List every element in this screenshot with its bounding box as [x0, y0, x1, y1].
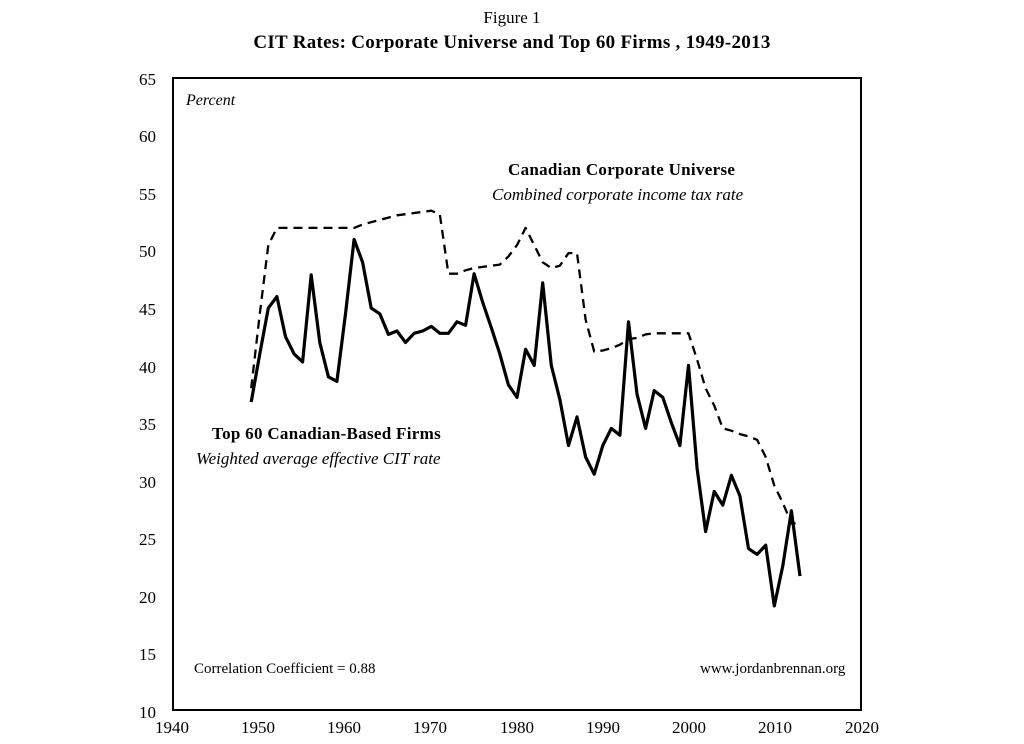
annotation-universe-subtitle: Combined corporate income tax rate — [492, 185, 744, 204]
y-tick-35: 35 — [139, 415, 156, 434]
figure-label: Figure 1 — [483, 8, 541, 27]
y-tick-50: 50 — [139, 242, 156, 261]
x-tick-1970: 1970 — [413, 718, 447, 737]
y-tick-65: 65 — [139, 70, 156, 89]
x-tick-1960: 1960 — [327, 718, 361, 737]
y-tick-40: 40 — [139, 358, 156, 377]
series-canadian-corporate-universe — [251, 211, 800, 524]
y-tick-25: 25 — [139, 530, 156, 549]
x-tick-2010: 2010 — [758, 718, 792, 737]
annotation-source-url: www.jordanbrennan.org — [700, 661, 846, 677]
annotation-correlation-coefficient: Correlation Coefficient = 0.88 — [194, 661, 376, 677]
x-tick-1950: 1950 — [241, 718, 275, 737]
y-tick-10: 10 — [139, 703, 156, 722]
y-tick-20: 20 — [139, 588, 156, 607]
y-tick-45: 45 — [139, 300, 156, 319]
annotation-universe-title: Canadian Corporate Universe — [508, 160, 736, 179]
annotation-top60-title: Top 60 Canadian-Based Firms — [212, 424, 441, 443]
x-tick-1990: 1990 — [586, 718, 620, 737]
y-tick-55: 55 — [139, 185, 156, 204]
x-tick-1980: 1980 — [500, 718, 534, 737]
series-top-60-canadian-based-firms — [251, 239, 800, 606]
y-tick-60: 60 — [139, 127, 156, 146]
percent-axis-label: Percent — [186, 92, 236, 109]
x-tick-2000: 2000 — [672, 718, 706, 737]
x-tick-2020: 2020 — [845, 718, 879, 737]
x-tick-1940: 1940 — [155, 718, 189, 737]
annotation-top60-subtitle: Weighted average effective CIT rate — [196, 449, 441, 468]
y-tick-15: 15 — [139, 645, 156, 664]
y-tick-30: 30 — [139, 473, 156, 492]
figure-title: CIT Rates: Corporate Universe and Top 60 Firms , 1949-2013 — [253, 32, 771, 53]
